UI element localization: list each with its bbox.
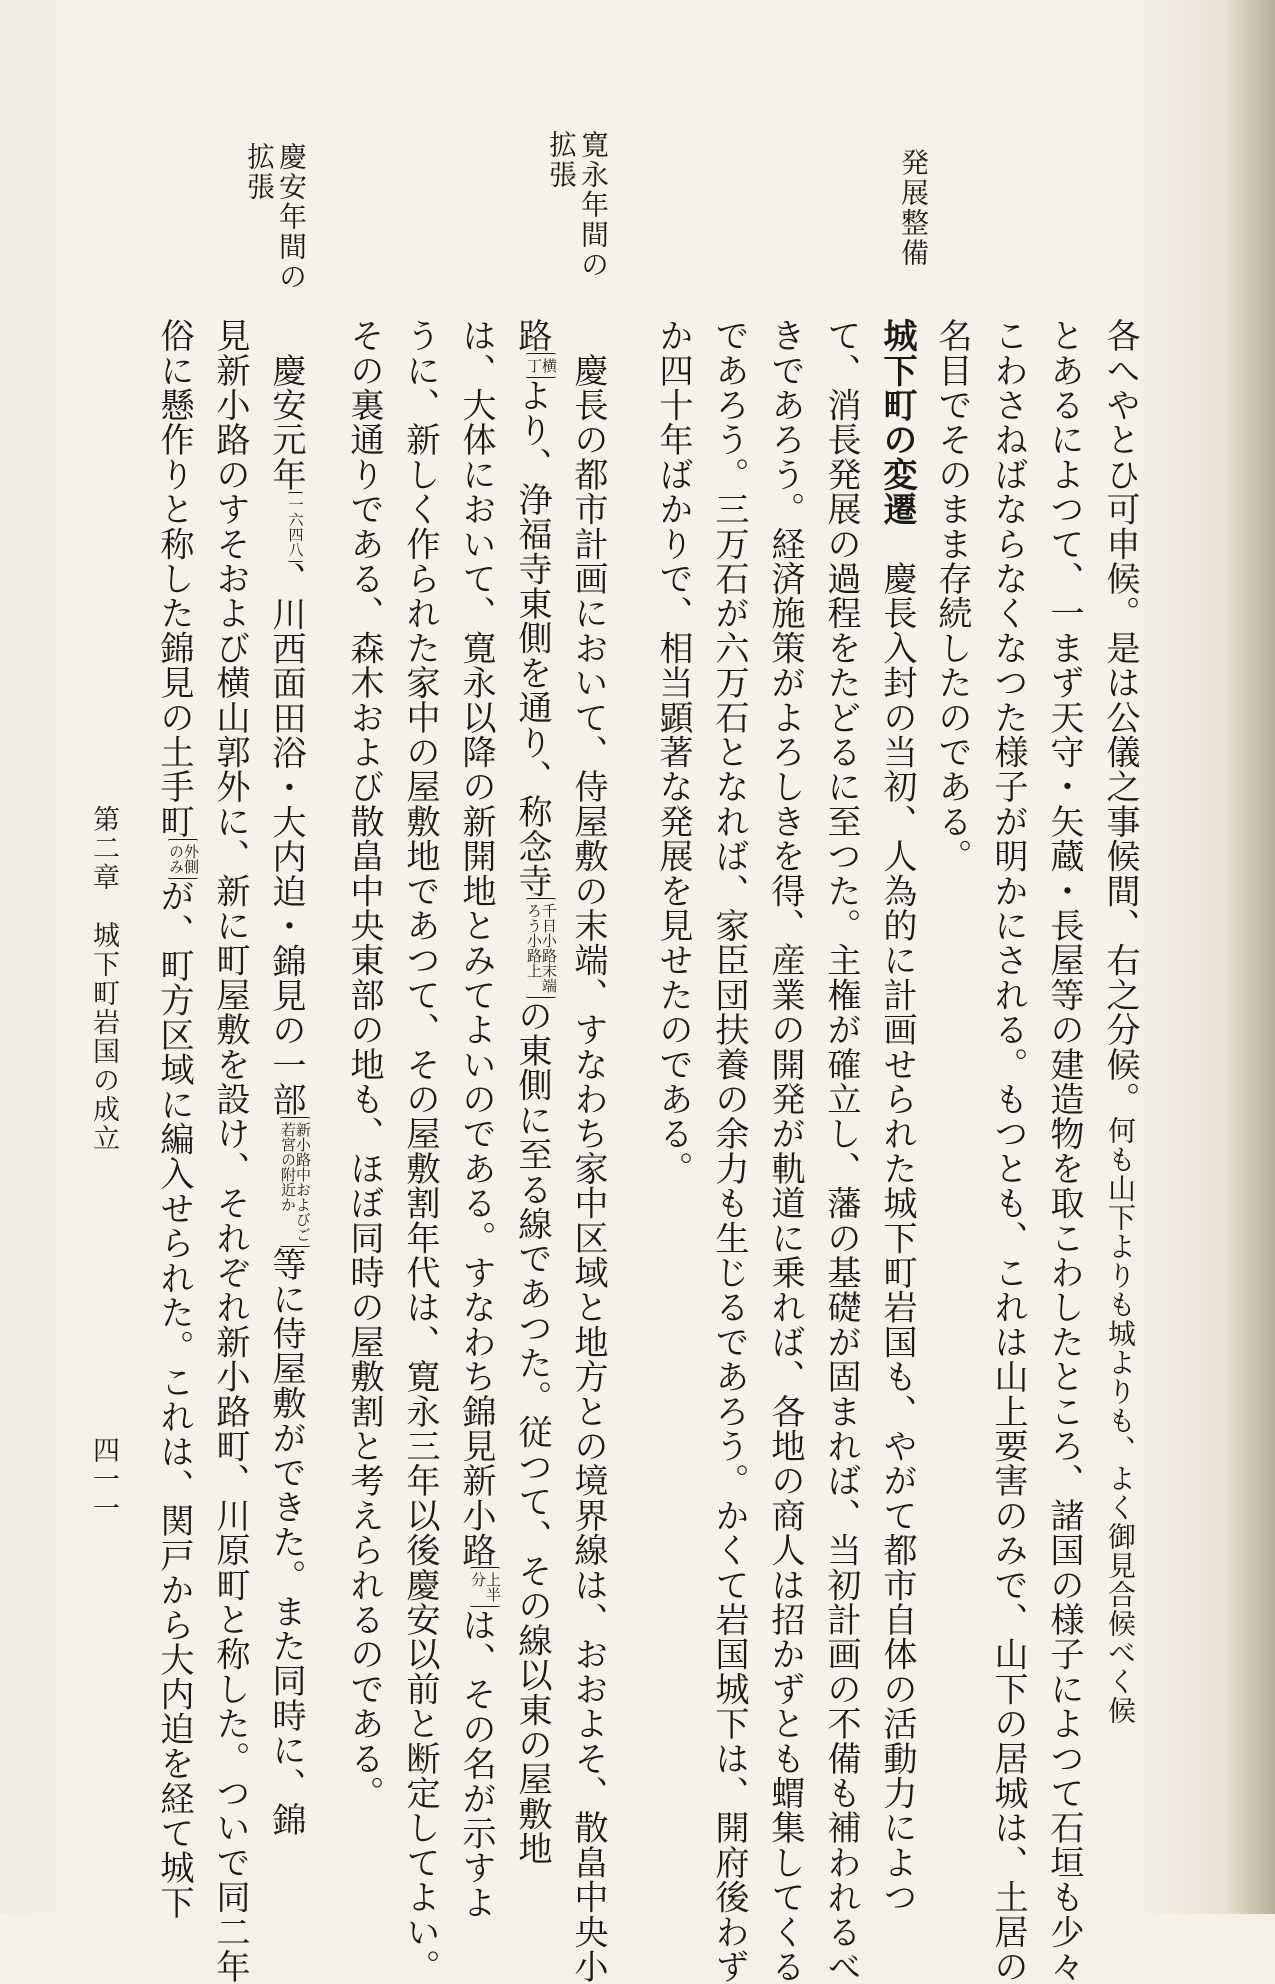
text-column-4: 名目でそのまま存続したのである。 [932,318,972,874]
page-number: 四一一 [88,1436,119,1523]
inline-note-year [288,492,303,562]
inline-note-yokocho [526,353,556,378]
margin-note-kanei-line2: 拡張 [545,130,578,190]
text-column-12-part1: は、大体において、寛永以降の新開地とみてよいのである。すなわち錦見新小路 [456,318,496,1568]
inline-note-line: 上半 [484,1572,502,1603]
inline-note-line: 千日小路末端 [540,903,558,994]
text-column-11 [512,318,556,1866]
text-column-3: こわさねばならなくなつた様子が明かにされる。もつとも、これは山上要害のみで、山下の居城は、土居の [988,318,1028,1984]
inline-note-line: 一六四八 [286,496,305,557]
inline-note-line: 丁 [525,357,543,373]
text-column-13: うに、新しく作られた家中の屋敷地であつて、その屋敷割年代は、寛永三年以後慶安以前と断定してよい。 [400,318,440,1984]
inline-note-kamihan [470,1567,500,1607]
inline-note-line: 分 [469,1572,487,1588]
inline-note-sotogawa [168,839,198,879]
inline-note-line: 横 [540,357,558,373]
inline-note-line: 若宮の附近か [279,1121,297,1212]
margin-note-keian-line2: 拡張 [243,142,276,202]
section-heading: 城下町の変遷 [877,318,917,527]
text-column-5-body: 慶長入封の当初、人為的に計画せられた城下町岩国も、やがて都市自体の活動力によつ [877,526,917,1915]
text-column-1-small: 何も山下よりも城よりも、よく御見合候べく候 [1104,1116,1137,1726]
margin-note-kanei [545,130,609,280]
inline-note-line: 外側 [182,843,200,874]
text-column-17 [154,318,200,1920]
text-column-14: その裏通りである、森木および散畠中央東部の地も、ほぼ同時の屋敷割と考えられるのである。 [344,318,384,1811]
text-column-11-part2: より、浄福寺東側を通り、称念寺 [512,377,552,899]
inline-note-sennichi [526,898,556,998]
inline-note-line: のみ [167,843,185,874]
chapter-footer: 第二章 城下町岩国の成立 [88,805,119,1153]
book-spine-shadow [1223,0,1275,1914]
text-column-11-part3: の東側に至る線であつた。従つて、その線以東の屋敷地 [512,998,552,1866]
text-column-9: か四十年ばかりで、相当顕著な発展を見せたのである。 [653,318,693,1186]
text-column-6: て、消長発展の過程をたどるに至つた。主権が確立し、藩の基礎が固まれば、当初計画の不備も補われるべ [821,318,861,1984]
text-column-7: きであろう。経済施策がよろしきを得、産業の開発が軌道に乗れば、各地の商人は招かずとも蝟集してくる [765,318,805,1984]
text-column-16: 見新小路のすそおよび横山郭外に、新に町屋敷を設け、それぞれ新小路町、川原町と称した。ついで同二年 [210,318,250,1984]
inline-note-line: ろう小路上 [525,903,543,979]
text-column-12 [456,318,502,1920]
text-column-15-part1: 慶安元年 [266,318,306,492]
margin-note-keian [243,142,307,292]
text-column-8: であろう。三万石が六万石となれば、家臣団扶養の余力も生じるであろう。かくて岩国城下は、開府後わず [709,318,749,1984]
text-column-5 [877,318,917,1914]
text-column-11-part1: 路 [512,318,552,353]
text-column-17-part1: 俗に懸作りと称した錦見の土手町 [154,318,194,839]
text-column-1 [1100,318,1140,1725]
text-column-15 [266,318,310,1837]
inline-note-shinkoji [280,1117,310,1247]
margin-note-development: 発展整備 [897,148,930,268]
text-column-12-part2: は、その名が示すよ [456,1607,496,1920]
text-column-1-main: 各へやとひ可申候。是は公儀之事候間、右之分候。 [1100,318,1140,1117]
margin-note-keian-line1: 慶安年間の [275,142,308,292]
margin-note-kanei-line1: 寛永年間の [577,130,610,280]
text-column-15-part2: 、川西面田浴・大内迫・錦見の一部 [266,561,306,1117]
inline-note-line: 新小路中およびご [294,1121,312,1242]
text-column-10: 慶長の都市計画において、侍屋敷の末端、すなわち家中区域と地方との境界線は、おおよそ、散畠中央小 [568,318,608,1984]
text-column-17-part2: が、町方区域に編入せられた。これは、関戸から大内迫を経て城下 [154,878,194,1920]
text-column-15-part3: 等に侍屋敷ができた。また同時に、錦 [266,1246,306,1837]
text-column-2: とあるによつて、一まず天守・矢蔵・長屋等の建造物を取こわしたところ、諸国の様子によつて石垣も少々 [1044,318,1084,1984]
